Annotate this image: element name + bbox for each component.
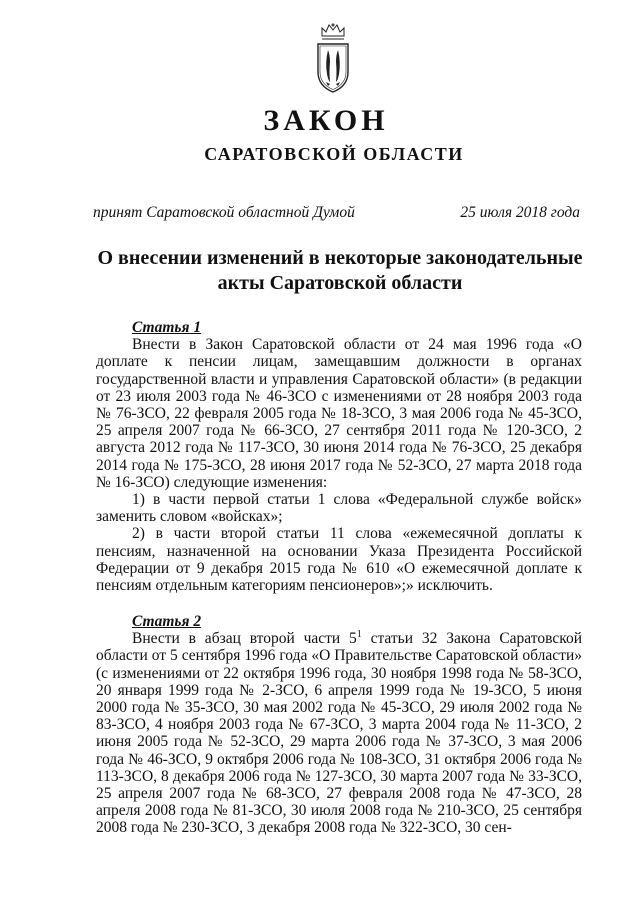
document-title	[85, 246, 595, 296]
article-1-item-2: 2) в части второй статьи 11 слова «ежемесячной доплаты к пенсиям, назначенной на основании Указа Президента Российской Федерации от 9 декабря 2015 года № 610 «О ежемесячной доплате к пенсиям отдельным категориям пенсионеров»;» исключить.	[96, 525, 582, 595]
article-1	[96, 319, 582, 594]
article-2-text	[96, 630, 582, 836]
article-2	[96, 613, 582, 837]
article-1-heading: Статья 1	[132, 319, 202, 336]
law-title: ЗАКОН	[263, 104, 389, 137]
document-title-line-2: акты Саратовской области	[217, 272, 463, 294]
coat-of-arms-icon	[314, 22, 352, 94]
article-1-intro: Внести в Закон Саратовской области от 24 мая 1996 года «О доплате к пенсии лицам, замещавшим должности в органах государственной власти и управления Саратовской области» (в редакции от 23 июля 2003 года № 46-ЗСО с изменениями от 28 ноября 2003 года № 76-ЗСО, 22 февраля 2005 года № 18-ЗСО, 3 мая 2006 года № 45-ЗСО, 25 апреля 2007 года № 66-ЗСО, 27 сентября 2011 года № 120-ЗСО, 2 августа 2012 года № 117-ЗСО, 30 июня 2014 года № 76-ЗСО, 25 декабря 2014 года № 175-ЗСО, 28 июня 2017 года № 52-ЗСО, 27 марта 2018 года № 16-ЗСО) следующие изменения:	[96, 336, 582, 491]
adopted-date: 25 июля 2018 года	[460, 204, 580, 221]
document-title-line-1: О внесении изменений в некоторые законодательные	[97, 247, 583, 269]
article-2-heading: Статья 2	[132, 613, 202, 630]
adopted-by: принят Саратовской областной Думой	[93, 204, 355, 221]
region-title: САРАТОВСКОЙ ОБЛАСТИ	[204, 144, 464, 164]
article-2-text-start: Внести в абзац второй части 5	[132, 630, 357, 648]
article-1-item-1: 1) в части первой статьи 1 слова «Федеральной службе войск» заменить словом «войсках»;	[96, 491, 582, 526]
article-2-superscript: 1	[356, 629, 362, 641]
article-2-text-rest: статьи 32 Закона Саратовской области от 5 сентября 1996 года «О Правительстве Саратовской области» (с изменениями от 22 октября 1996 года, 30 ноября 1998 года № 58-ЗСО, 20 января 1999 года № 2-ЗСО, 6 апреля 1999 года № 19-ЗСО, 5 июня 2000 года № 35-ЗСО, 30 мая 2002 года № 45-ЗСО, 29 июля 2002 года № 83-ЗСО, 4 ноября 2003 года № 67-ЗСО, 3 марта 2004 года № 11-ЗСО, 2 июня 2005 года № 52-ЗСО, 29 марта 2006 года № 37-ЗСО, 3 мая 2006 года № 46-ЗСО, 9 октября 2006 года № 108-ЗСО, 31 октября 2006 года № 113-ЗСО, 8 декабря 2006 года № 127-ЗСО, 30 марта 2007 года № 33-ЗСО, 25 апреля 2007 года № 68-ЗСО, 27 февраля 2008 года № 47-ЗСО, 28 апреля 2008 года № 81-ЗСО, 30 июля 2008 года № 210-ЗСО, 25 сентября 2008 года № 230-ЗСО, 3 декабря 2008 года № 322-ЗСО, 30 сен-	[96, 630, 582, 837]
